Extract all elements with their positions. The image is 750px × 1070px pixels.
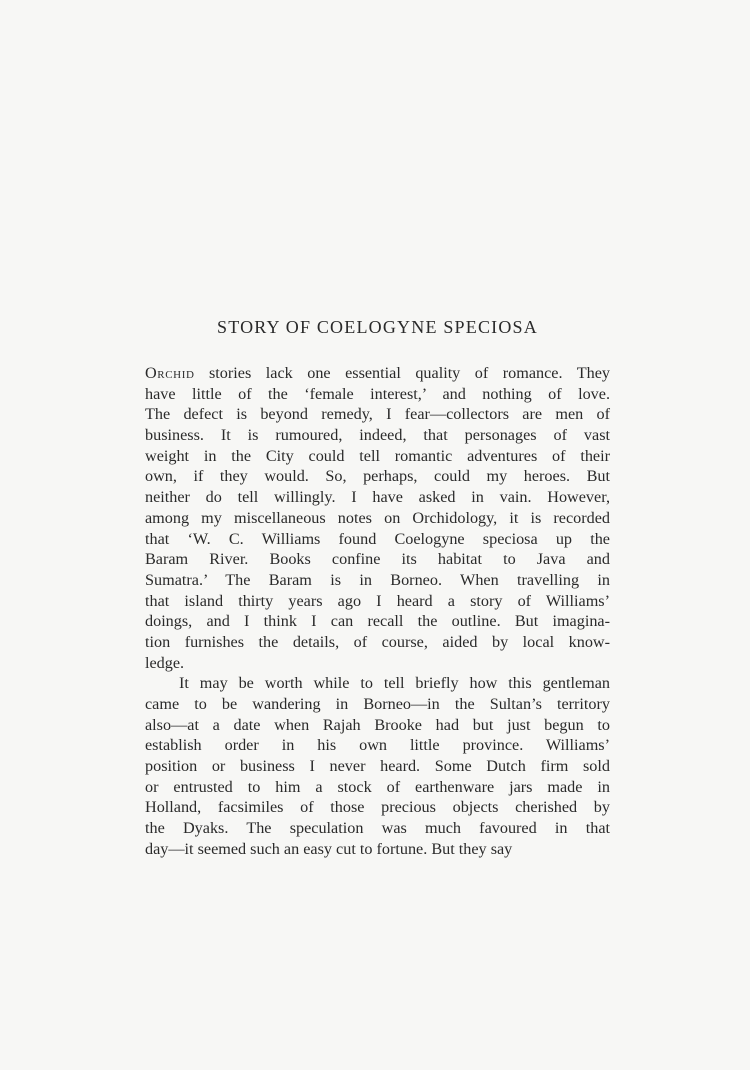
text-line: or entrusted to him a stock of earthenware jars made in [145, 777, 610, 796]
text-line: neither do tell willingly. I have asked in vain. However, [145, 488, 610, 507]
chapter-title: STORY OF COELOGYNE SPECIOSA [217, 317, 538, 337]
text-line: ledge. [145, 653, 185, 672]
text-line: the Dyaks. The speculation was much favoured in that [145, 819, 610, 838]
text-line: business. It is rumoured, indeed, that personages of vast [145, 426, 610, 445]
text-line: among my miscellaneous notes on Orchidology, it is recorded [145, 508, 610, 527]
text-line: that ‘W. C. Williams found Coelogyne speciosa up the [145, 529, 610, 548]
chapter-body [145, 363, 610, 860]
text-line: that island thirty years ago I heard a story of Williams’ [145, 591, 610, 610]
line-text: stories lack one essential quality of romance. They [194, 364, 610, 382]
text-line: weight in the City could tell romantic adventures of their [145, 446, 610, 465]
text-line: Baram River. Books confine its habitat to Java and [145, 550, 610, 569]
text-line: came to be wandering in Borneo—in the Sultan’s territory [145, 695, 610, 713]
text-line: establish order in his own little province. Williams’ [145, 736, 610, 755]
opening-word: Orchid [145, 364, 195, 382]
text-line: own, if they would. So, perhaps, could my heroes. But [145, 467, 610, 486]
text-line: also—at a date when Rajah Brooke had but just begun to [145, 715, 610, 734]
text-line: position or business I never heard. Some Dutch firm sold [145, 757, 610, 776]
text-line: The defect is beyond remedy, I fear—collectors are men of [145, 405, 610, 424]
text-line: It may be worth while to tell briefly how this gentleman [179, 674, 610, 693]
text-line: tion furnishes the details, of course, aided by local know- [145, 632, 610, 651]
text-line: doings, and I think I can recall the outline. But imagina- [145, 612, 610, 631]
text-line [145, 363, 610, 384]
text-line: have little of the ‘female interest,’ and nothing of love. [145, 384, 610, 403]
text-line: Holland, facsimiles of those precious objects cherished by [145, 798, 610, 817]
text-line: day—it seemed such an easy cut to fortune. But they say [145, 839, 513, 858]
text-line: Sumatra.’ The Baram is in Borneo. When travelling in [145, 570, 610, 589]
